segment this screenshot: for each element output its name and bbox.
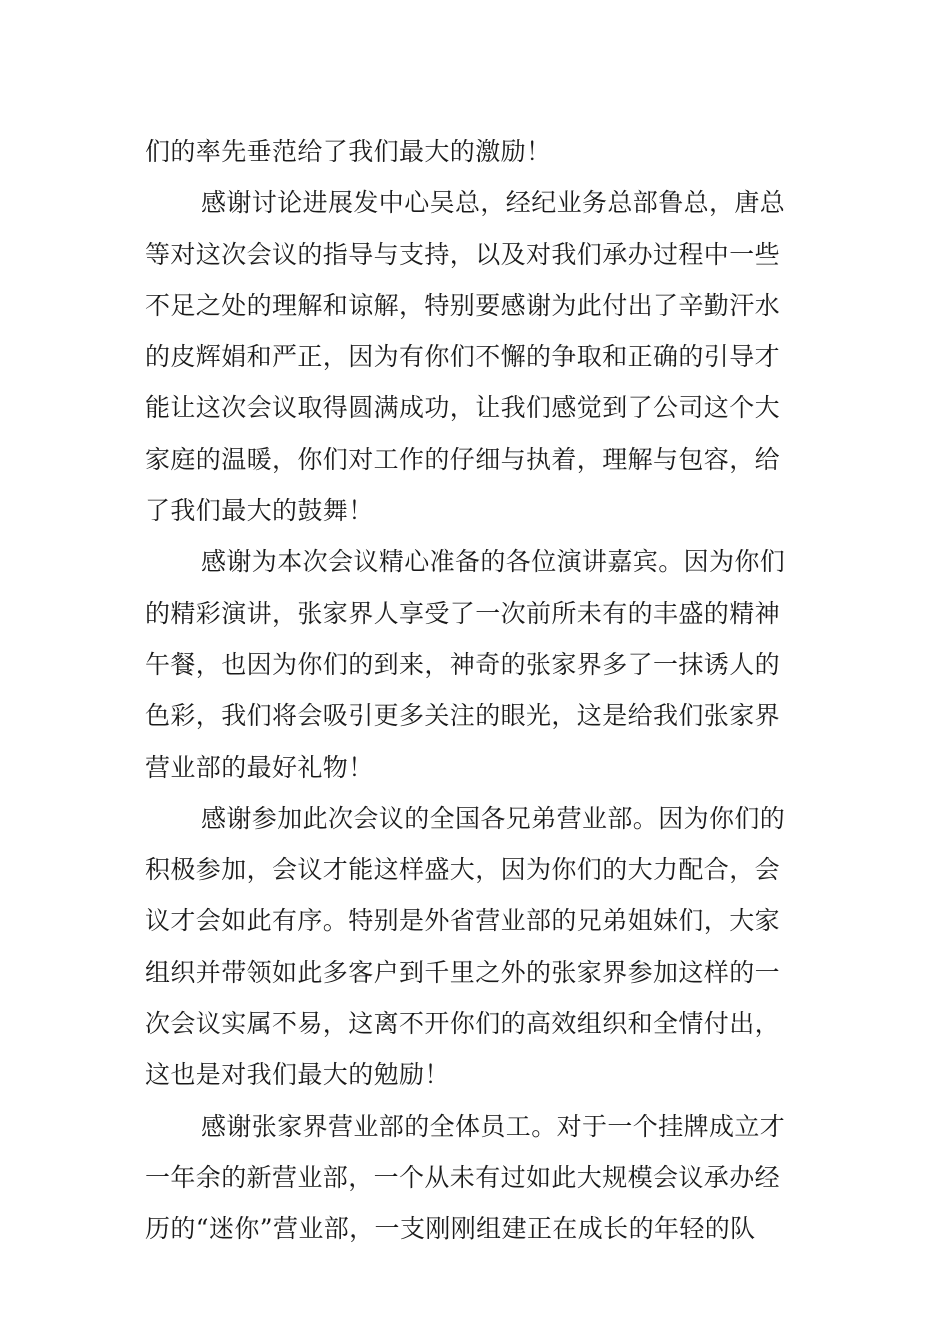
text-line: 等对这次会议的指导与支持，以及对我们承办过程中一些 — [145, 239, 781, 269]
text-line: 感谢讨论进展发中心吴总，经纪业务总部鲁总，唐总 — [201, 188, 786, 218]
text-line: 的皮辉娟和严正，因为有你们不懈的争取和正确的引导才 — [145, 342, 781, 372]
text-line: 历的“迷你”营业部，一支刚刚组建正在成长的年轻的队 — [145, 1214, 756, 1244]
text-line: 组织并带领如此多客户到千里之外的张家界参加这样的一 — [145, 957, 781, 987]
text-line: 营业部的最好礼物！ — [145, 752, 374, 782]
text-line: 们的率先垂范给了我们最大的激励！ — [145, 137, 552, 166]
text-line: 的精彩演讲，张家界人享受了一次前所未有的丰盛的精神 — [145, 598, 781, 628]
text-line: 能让这次会议取得圆满成功，让我们感觉到了公司这个大 — [145, 393, 781, 423]
text-line: 了我们最大的鼓舞！ — [145, 496, 374, 526]
text-line: 次会议实属不易，这离不开你们的高效组织和全情付出， — [145, 1009, 781, 1039]
text-line: 感谢张家界营业部的全体员工。对于一个挂牌成立才 — [201, 1111, 786, 1141]
text-line: 不足之处的理解和谅解，特别要感谢为此付出了辛勤汗水 — [145, 290, 781, 320]
text-line: 感谢参加此次会议的全国各兄弟营业部。因为你们的 — [201, 803, 786, 833]
text-line: 午餐，也因为你们的到来，神奇的张家界多了一抹诱人的 — [145, 649, 781, 679]
text-line: 积极参加，会议才能这样盛大，因为你们的大力配合，会 — [145, 855, 781, 885]
text-line: 一年余的新营业部，一个从未有过如此大规模会议承办经 — [145, 1162, 781, 1192]
text-line: 感谢为本次会议精心准备的各位演讲嘉宾。因为你们 — [201, 547, 786, 577]
body-text — [145, 126, 807, 1255]
text-line: 家庭的温暖，你们对工作的仔细与执着，理解与包容，给 — [145, 444, 781, 474]
text-line: 议才会如此有序。特别是外省营业部的兄弟姐妹们，大家 — [145, 906, 781, 936]
text-line: 这也是对我们最大的勉励！ — [145, 1060, 450, 1090]
text-line: 色彩，我们将会吸引更多关注的眼光，这是给我们张家界 — [145, 701, 781, 731]
